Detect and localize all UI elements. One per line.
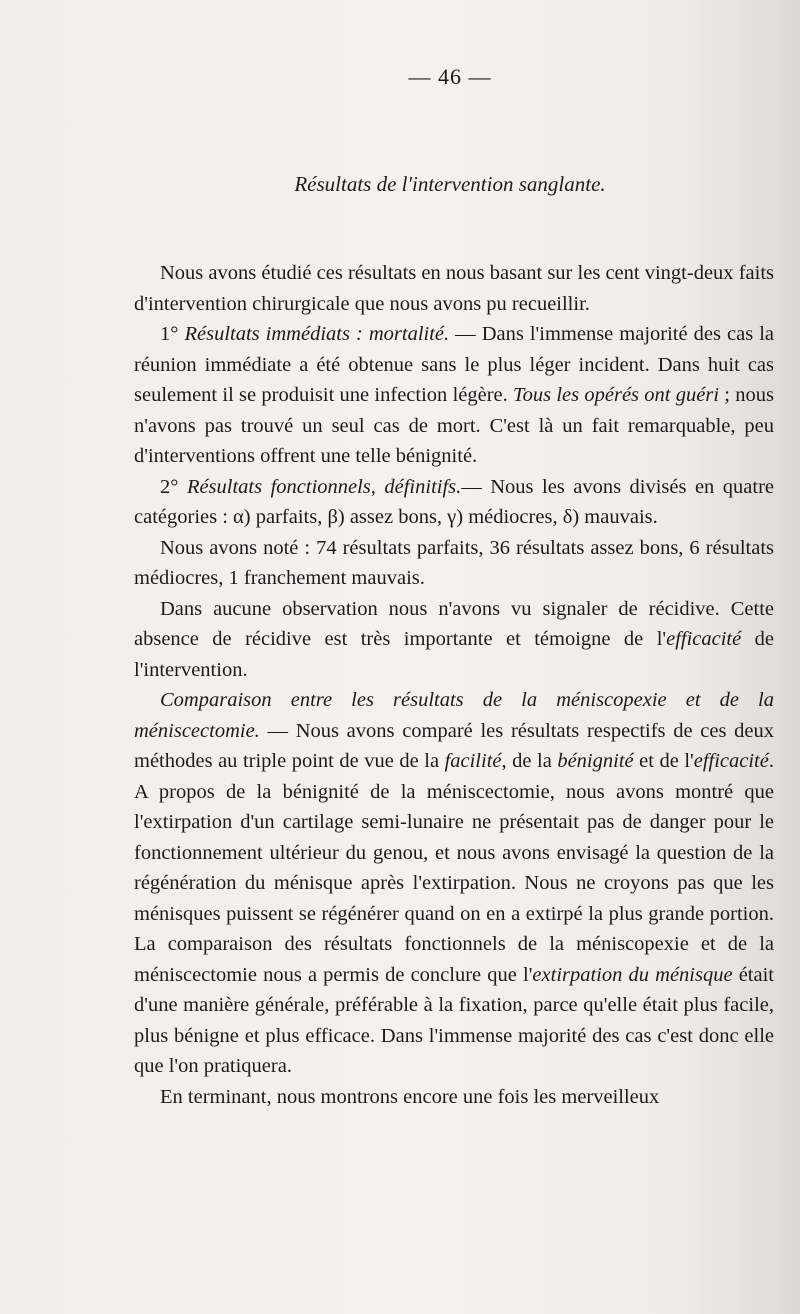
paragraph-text: — Nous les avons divisés en quatre catégories : α) parfaits, β) assez bons, γ) médiocres, δ) mauvais. (134, 475, 775, 528)
emphasis-text: efficacité (666, 628, 742, 650)
paragraph-text: était d'une manière générale, préférable à la fixation, parce qu'elle était plus facile, plus bénigne et plus efficace. Dans l'immense majorité des cas c'est donc elle que l'on pratiquera. (134, 963, 774, 1077)
paragraph-lead: 1° (160, 323, 185, 345)
paragraph-intro (134, 258, 774, 319)
paragraph-text: ; nous n'avons pas trouvé un seul cas de mort. C'est là un fait remarquable, peu d'interventions offrent une telle bénignité. (134, 384, 775, 467)
paragraph-recurrence (134, 594, 774, 686)
emphasis-text: efficacité (693, 750, 769, 772)
page-number: — 46 — (408, 64, 492, 89)
paragraph-text: — Nous avons comparé les résultats respectifs de ces deux méthodes au triple point de vue de la (134, 719, 774, 772)
emphasis-text: Tous les opérés ont guéri (513, 384, 720, 406)
paragraph-text: , de la (501, 750, 558, 772)
paragraph-functional-results (134, 472, 774, 533)
section-title: Résultats de l'intervention sanglante. (294, 172, 606, 196)
paragraph-comparison (134, 685, 774, 1082)
paragraph-results-count (134, 533, 774, 594)
paragraph-text: En terminant, nous montrons encore une fois les merveilleux (160, 1085, 660, 1108)
subheading-immediate-results: Résultats immédiats : mortalité. (184, 323, 450, 345)
paragraph-text: . A propos de la bénignité de la méniscectomie, nous avons montré que l'extirpation d'un cartilage semi-lunaire ne présentait pas de danger pour le fonctionnement ultérieur du genou, et nous avons envisagé la question de la régénération du ménisque après l'extirpation. Nous ne croyons pas que les ménisques puissent se régénérer quand on en a extirpé la plus grande portion. La comparaison des résultats fonctionnels de la méniscopexie et de la méniscectomie nous a permis de conclure que l' (134, 750, 774, 986)
subheading-functional-results: Résultats fonctionnels, définitifs. (186, 475, 462, 498)
paragraph-text: Nous avons noté : 74 résultats parfaits, 36 résultats assez bons, 6 résultats médiocres, 1 franchement mauvais. (134, 536, 774, 589)
paragraph-immediate-results (134, 319, 774, 472)
body-text (134, 258, 774, 1112)
subheading-comparison: Comparaison entre les résultats de la méniscopexie et de la méniscectomie. (134, 689, 774, 742)
paragraph-text: — Dans l'immense majorité des cas la réunion immédiate a été obtenue sans le plus léger incident. Dans huit cas seulement il se produisit une infection légère. (134, 323, 774, 406)
emphasis-text: bénignité (557, 750, 634, 772)
paragraph-conclusion (134, 1082, 774, 1113)
paragraph-text: Nous avons étudié ces résultats en nous basant sur les cent vingt-deux faits d'intervention chirurgicale que nous avons pu recueillir. (134, 262, 774, 315)
paragraph-text: et de l' (633, 750, 694, 772)
paragraph-lead: 2° (160, 475, 187, 498)
emphasis-text: facilité (444, 750, 502, 772)
emphasis-text: extirpation du ménisque (532, 963, 733, 986)
paragraph-text: Dans aucune observation nous n'avons vu signaler de récidive. Cette absence de récidive est très importante et témoigne de l' (134, 597, 774, 650)
paragraph-text: de l'intervention. (134, 628, 774, 681)
